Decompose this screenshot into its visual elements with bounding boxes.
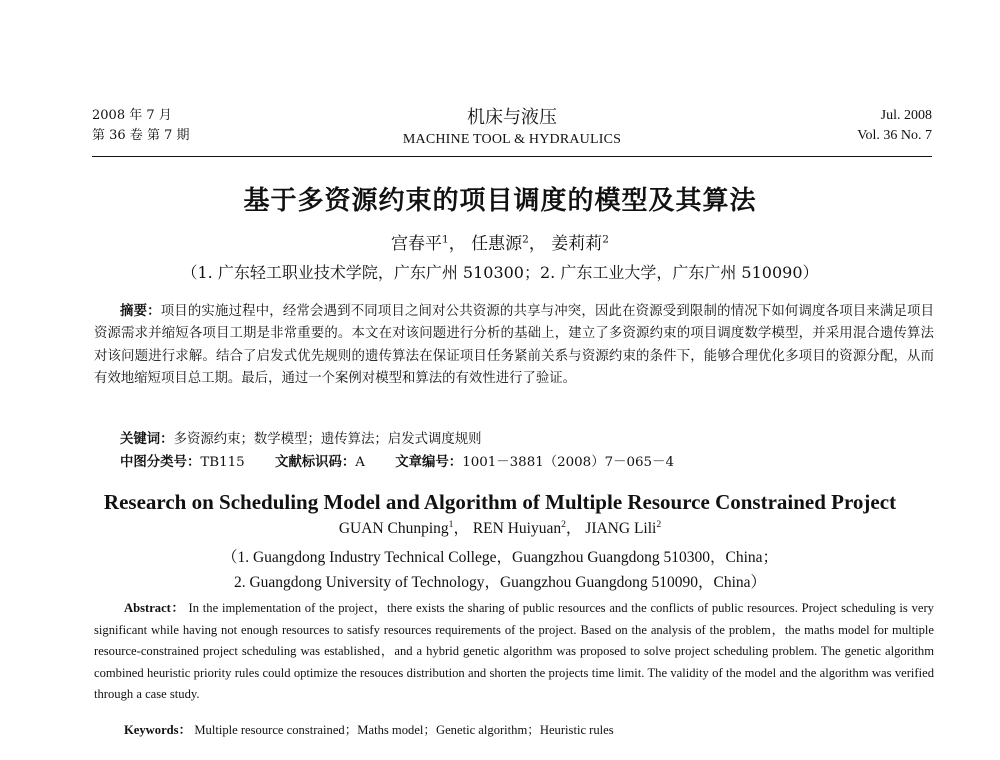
authors-en [0, 518, 1000, 540]
author-affil-mark: 1 [448, 518, 454, 530]
doc-code-label: 文献标识码： [274, 454, 356, 470]
classification-cn [120, 451, 674, 474]
author-name: JIANG Lili [585, 520, 657, 537]
author-name: REN Huiyuan [472, 520, 562, 537]
title-en: Research on Scheduling Model and Algorithm of Multiple Resource Constrained Project [103, 490, 897, 514]
author-name: GUAN Chunping [338, 520, 449, 537]
author-separator: ， [453, 520, 469, 537]
header-center [92, 106, 932, 150]
header-rule [92, 156, 932, 157]
abstract-text-en: In the implementation of the project，there exists the sharing of public resources and the conflicts of public resources. Project scheduling is very significant while having not enough resources to satisfy resources requirements of the project. Based on the analysis of the problem，the maths model for multiple resource-constrained project scheduling was established，and a hybrid genetic algorithm was proposed to solve project scheduling problem. The genetic algorithm combined heuristic priority rules could optimize the resouces distribution and shorten the projects time limit. The validity of the model and the algorithm was verified through a case study. [94, 601, 934, 702]
authors-cn [0, 232, 1000, 256]
volume-en: Vol. 36 No. 7 [857, 128, 932, 143]
abstract-label-cn: 摘要： [120, 303, 161, 319]
author-affil-mark: 2 [522, 233, 529, 246]
author-affil-mark: 2 [602, 233, 609, 246]
keywords-label-en: Keywords： [124, 723, 192, 737]
keywords-en [124, 719, 614, 741]
journal-name-cn: 机床与液压 [467, 107, 557, 128]
affiliation-cn: （1. 广东轻工职业技术学院，广东广州 510300；2. 广东工业大学，广东广州 510090） [181, 263, 819, 282]
volume-cn: 第 36 卷 第 7 期 [92, 128, 190, 143]
header-right [857, 106, 932, 146]
issue-date-en: Jul. 2008 [880, 108, 932, 123]
doc-code-value: A [355, 455, 365, 470]
abstract-en [94, 598, 934, 706]
affiliation-en-line2: 2. Guangdong University of Technology，Guangzhou Guangdong 510090，China） [233, 574, 767, 591]
clc-value: TB115 [200, 455, 245, 470]
keywords-label-cn: 关键词： [120, 431, 174, 447]
author-separator: ， [528, 234, 546, 254]
author-affil-mark: 1 [442, 233, 449, 246]
author-affil-mark: 2 [656, 518, 662, 530]
journal-name-en: MACHINE TOOL & HYDRAULICS [402, 132, 622, 147]
author-name: 任惠源 [471, 234, 523, 254]
clc-label: 中图分类号： [120, 454, 201, 470]
author-affil-mark: 2 [561, 518, 566, 530]
keywords-text-cn: 多资源约束；数学模型；遗传算法；启发式调度规则 [173, 432, 482, 447]
article-number-label: 文章编号： [395, 454, 463, 470]
abstract-cn [94, 300, 934, 390]
issue-date-cn: 2008 年 7 月 [92, 108, 172, 123]
keywords-text-en: Multiple resource constrained；Maths model；Genetic algorithm；Heuristic rules [194, 723, 614, 737]
author-separator: ， [565, 520, 582, 537]
author-separator: ， [448, 234, 466, 254]
article-number-value: 1001－3881（2008）7－065－4 [462, 455, 674, 470]
title-cn: 基于多资源约束的项目调度的模型及其算法 [243, 186, 757, 216]
author-name: 姜莉莉 [551, 234, 603, 254]
abstract-label-en: Abstract： [124, 601, 185, 615]
abstract-text-cn: 项目的实施过程中，经常会遇到不同项目之间对公共资源的共享与冲突，因此在资源受到限制的情况下如何调度各项目来满足项目资源需求并缩短各项目工期是非常重要的。本文在对该问题进行分析的基础上，建立了多资源约束的项目调度数学模型，并采用混合遗传算法对该问题进行求解。结合了启发式优先规则的遗传算法在保证项目任务紧前关系与资源约束的条件下，能够合理优化多项目的资源分配，从而有效地缩短项目总工期。最后，通过一个案例对模型和算法的有效性进行了验证。 [94, 304, 935, 386]
keywords-cn [120, 428, 482, 451]
running-header [92, 106, 932, 156]
author-name: 宫春平 [391, 234, 443, 254]
affiliation-en-line1: （1. Guangdong Industry Technical College，Guangzhou Guangdong 510300，China； [221, 549, 779, 566]
